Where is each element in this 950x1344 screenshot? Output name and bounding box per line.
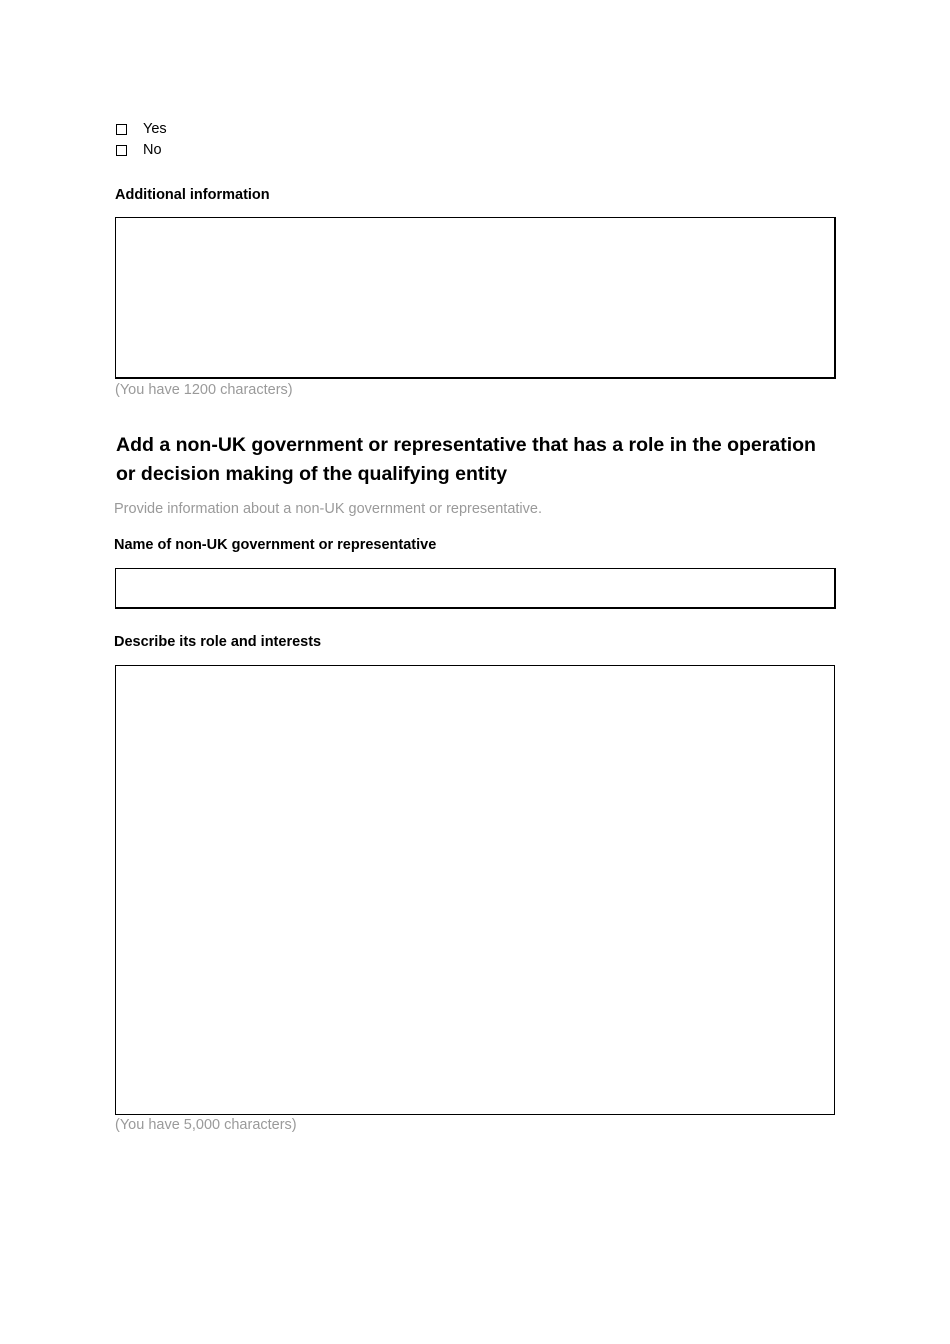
section-heading: Add a non-UK government or representative that has a role in the operation or decision making of the qualifying entity bbox=[116, 434, 816, 485]
yes-label: Yes bbox=[143, 121, 167, 137]
additional-info-textarea[interactable] bbox=[115, 217, 836, 379]
no-checkbox[interactable] bbox=[116, 145, 127, 156]
name-input[interactable] bbox=[115, 568, 836, 609]
additional-info-char-count: (You have 1200 characters) bbox=[115, 382, 293, 398]
role-textarea[interactable] bbox=[115, 665, 835, 1115]
name-field-label: Name of non-UK government or representative bbox=[114, 537, 437, 553]
role-field-label: Describe its role and interests bbox=[114, 634, 322, 650]
additional-info-label: Additional information bbox=[115, 187, 270, 203]
option-no[interactable] bbox=[116, 141, 162, 159]
option-yes[interactable] bbox=[116, 120, 167, 138]
yes-checkbox[interactable] bbox=[116, 124, 127, 135]
role-char-count: (You have 5,000 characters) bbox=[115, 1117, 297, 1133]
section-hint: Provide information about a non-UK government or representative. bbox=[114, 501, 542, 517]
no-label: No bbox=[143, 142, 162, 158]
